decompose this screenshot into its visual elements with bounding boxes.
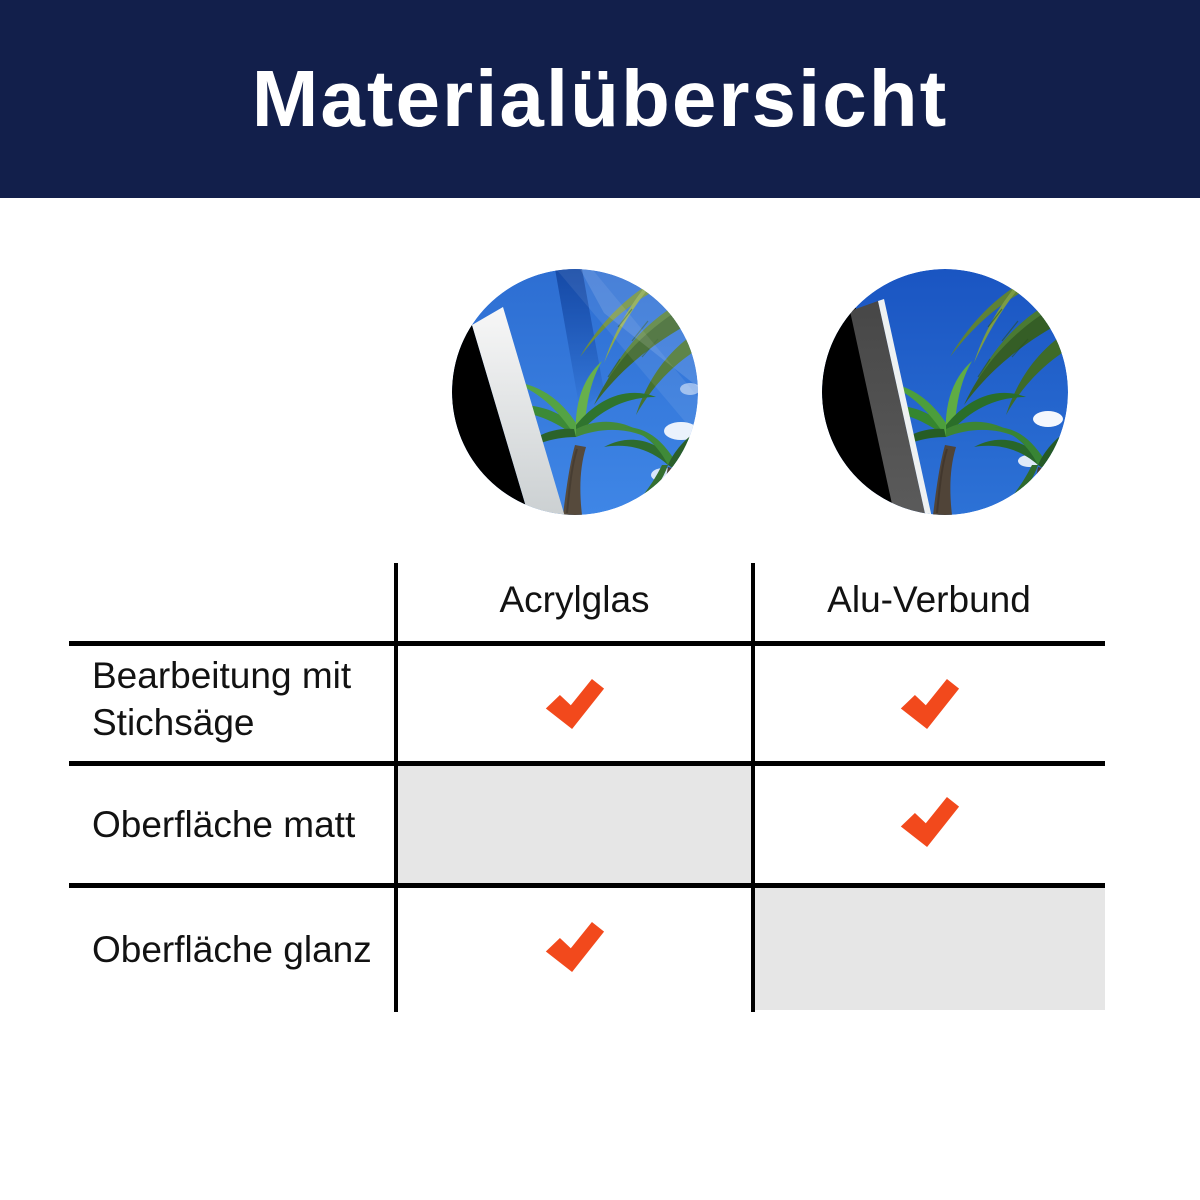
empty-cell-matt-acrylglas [398, 766, 751, 883]
title-banner [0, 0, 1200, 198]
check-icon [542, 675, 606, 733]
column-header-alu-verbund: Alu-Verbund [827, 579, 1031, 620]
alu-verbund-palm-photo [822, 269, 1068, 515]
alu-verbund-sample-image [822, 269, 1068, 515]
table-horizontal-line-1 [69, 641, 1105, 646]
table-horizontal-line-2 [69, 761, 1105, 766]
empty-cell-glanz-alu-verbund [755, 888, 1105, 1010]
check-icon [542, 918, 606, 976]
check-icon [897, 793, 961, 851]
table-vertical-line-2 [751, 563, 755, 1012]
acrylglas-sample-image [452, 269, 698, 515]
table-horizontal-line-3 [69, 883, 1105, 888]
acrylglas-palm-photo [452, 269, 698, 515]
row-label-oberflaeche-glanz: Oberfläche glanz [92, 929, 372, 970]
column-header-acrylglas: Acrylglas [499, 579, 650, 620]
row-label-stichsaege: Bearbeitung mit Stichsäge [92, 655, 352, 743]
page-title: Materialübersicht [251, 54, 949, 143]
row-label-oberflaeche-matt: Oberfläche matt [92, 804, 356, 845]
check-icon [897, 675, 961, 733]
